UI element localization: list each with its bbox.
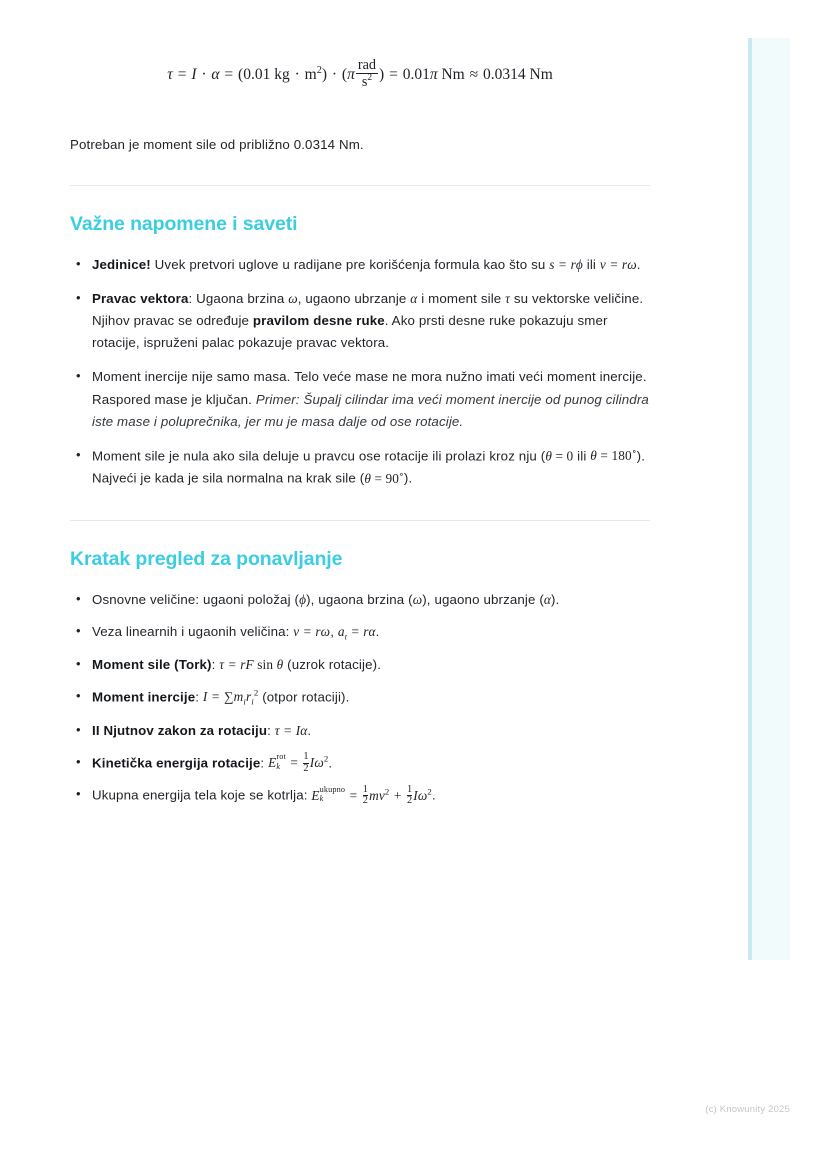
bullet-mid-text-jedinice: ili xyxy=(582,257,600,273)
summary-text-6a: : xyxy=(260,755,269,771)
list-item-osnovne-velicine xyxy=(70,589,650,611)
formula-denominator-unit: s xyxy=(361,73,368,90)
notes-list xyxy=(70,254,650,489)
formula-total-half-fraction-1 xyxy=(363,785,368,807)
formula-value-1: 0.01 xyxy=(402,66,430,84)
list-item-pravac-vektora xyxy=(70,288,650,354)
bullet-text-pravac-1: : Ugaona brzina xyxy=(188,291,289,307)
formula-tork-tau: τ xyxy=(219,656,225,672)
formula-rot-half-fraction xyxy=(303,752,308,774)
torque-display-formula xyxy=(70,0,650,90)
formula-v-r-omega: v = rω xyxy=(293,623,331,639)
formula-rot-eq: = xyxy=(286,755,302,771)
bullet-text-pravac-5: . Ako prsti desne ruke pokazuju smer rotacije, ispruženi palac pokazuje pravac vektora. xyxy=(92,313,608,351)
bullet-italic-primer: Primer: Šupalj cilindar ima veći moment inercije od punog cilindra iste mase i poluprečnika, jer mu je masa dalje od ose rotacije. xyxy=(92,391,649,429)
formula-torque-definition xyxy=(219,657,283,672)
symbol-alpha: α xyxy=(410,291,418,307)
summary-lead-kineticka: Kinetička energija rotacije xyxy=(92,755,261,771)
formula-at-rest: = rα xyxy=(347,623,376,639)
bullet-text-nula-3: ). Najveći je kada je sila normalna na krak sile ( xyxy=(92,448,646,486)
symbol-alpha-2: α xyxy=(543,591,552,607)
bullet-text-pravac-3: i moment sile xyxy=(417,291,506,307)
formula-total-v-exp: 2 xyxy=(384,786,390,797)
bullet-text-jedinice: Uvek pretvori uglove u radijane pre korišćenja formula kao što su xyxy=(150,257,550,273)
formula-total-I: I xyxy=(413,787,418,803)
formula-linear-velocity: v = rω xyxy=(599,257,637,273)
formula-total-rolling-energy xyxy=(311,783,432,807)
summary-lead-inercije: Moment inercije xyxy=(92,689,196,705)
formula-at-subscript: t xyxy=(344,631,348,642)
formula-open-paren-1: (0.01 kg xyxy=(238,66,290,84)
formula-total-eq: = xyxy=(346,787,361,803)
bullet-text-nula-4: ). xyxy=(403,470,413,486)
symbol-theta-1: θ xyxy=(545,448,553,464)
symbol-omega-2: ω xyxy=(412,591,423,607)
formula-I: I xyxy=(191,66,197,84)
formula-rot-E-scripts xyxy=(276,753,286,770)
formula-inertia-m: m xyxy=(233,689,244,705)
formula-newton-rotation xyxy=(275,723,308,738)
formula-open-paren-2: ( xyxy=(341,66,348,84)
list-item-moment-sile-tork xyxy=(70,654,650,676)
formula-inertia-m-sub: i xyxy=(243,697,246,708)
formula-alpha: α xyxy=(211,66,220,84)
formula-rot-E-sub: k xyxy=(276,761,281,771)
symbol-tau: τ xyxy=(505,291,511,307)
formula-total-omega-exp: 2 xyxy=(427,786,432,797)
list-item-ukupna-energija xyxy=(70,784,650,807)
formula-rot-omega-exp: 2 xyxy=(323,753,329,764)
bullet-text-nula-1: Moment sile je nula ako sila deluje u pravcu ose rotacije ili prolazi kroz nju ( xyxy=(92,448,546,464)
formula-total-v: v xyxy=(378,787,385,803)
formula-rot-I: I xyxy=(309,755,315,771)
formula-unit-2: Nm xyxy=(529,66,553,84)
formula-rot-E: E xyxy=(268,755,277,771)
formula-newton-rest: = Iα xyxy=(279,722,308,738)
summary-text-4a: : xyxy=(195,689,203,705)
formula-inertia-eq: = xyxy=(208,689,223,705)
formula-arc-length: s = rϕ xyxy=(549,257,583,273)
formula-newton-tau: τ xyxy=(274,722,280,738)
formula-total-half-num-2: 1 xyxy=(406,783,413,795)
formula-unit-1: Nm xyxy=(441,66,465,84)
document-content xyxy=(70,0,650,817)
formula-fraction-denominator xyxy=(356,73,378,90)
summary-text-1b: ), ugaona brzina ( xyxy=(306,591,413,607)
summary-text-5b: . xyxy=(307,722,312,738)
formula-total-half-fraction-2 xyxy=(407,785,412,807)
formula-tork-theta: θ xyxy=(276,656,284,672)
right-decorative-panel xyxy=(748,38,790,960)
formula-inertia-I: I xyxy=(202,689,208,705)
formula-at-r-alpha xyxy=(337,623,376,642)
degree-icon-90: ∘ xyxy=(399,469,404,481)
formula-tork-sin: sin xyxy=(257,656,274,672)
formula-fraction-numerator: rad xyxy=(357,57,377,73)
list-item-moment-inercije-note xyxy=(70,366,650,432)
symbol-theta-3: θ xyxy=(364,470,371,486)
formula-at-symbol: a xyxy=(337,623,345,639)
formula-eq-3: = xyxy=(389,66,398,84)
formula-total-half-den-1: 2 xyxy=(362,795,369,807)
summary-text-3b: (uzrok rotacije). xyxy=(283,656,382,672)
formula-theta-zero-rest: = 0 xyxy=(552,448,574,464)
list-item-jedinice xyxy=(70,254,650,276)
summary-list xyxy=(70,589,650,807)
list-item-njutnov-zakon xyxy=(70,720,650,742)
formula-total-plus: + xyxy=(390,787,405,803)
formula-total-half-num-1: 1 xyxy=(362,783,369,795)
bullet-lead-jedinice: Jedinice! xyxy=(92,257,151,273)
formula-theta-180 xyxy=(590,448,636,463)
summary-text-1d: ). xyxy=(551,591,560,607)
formula-inertia-r: r xyxy=(245,689,252,705)
degree-icon-180: ∘ xyxy=(631,446,637,458)
formula-rot-omega: ω xyxy=(314,755,324,771)
list-item-moment-sile-nula xyxy=(70,445,650,490)
summary-text-2b: , xyxy=(330,623,338,639)
formula-total-E-sub: k xyxy=(319,794,324,804)
symbol-omega: ω xyxy=(288,291,298,307)
bullet-tail-jedinice: . xyxy=(636,257,641,273)
formula-rot-half-den: 2 xyxy=(303,762,309,774)
formula-rot-half-num: 1 xyxy=(303,751,309,763)
formula-rotational-kinetic-energy xyxy=(268,751,329,774)
formula-total-half-den-2: 2 xyxy=(406,795,413,807)
formula-close-paren-1: ) xyxy=(321,66,327,84)
formula-dot-1: · xyxy=(201,66,207,84)
symbol-theta-2: θ xyxy=(590,448,597,464)
formula-theta-180-rest: = 180 xyxy=(596,448,632,464)
formula-tork-eq: = rF xyxy=(224,656,254,672)
divider-2 xyxy=(70,520,650,521)
formula-tau: τ xyxy=(167,66,173,84)
summary-text-4b: (otpor rotaciji). xyxy=(258,689,350,705)
formula-eq-1: = xyxy=(177,66,187,84)
sum-icon: ∑ xyxy=(224,689,234,705)
formula-pi-1: π xyxy=(347,66,355,84)
summary-text-7a: Ukupna energija tela koje se kotrlja: xyxy=(92,787,312,803)
formula-theta-90 xyxy=(364,471,404,486)
formula-theta-zero xyxy=(545,448,573,463)
formula-total-omega: ω xyxy=(417,787,428,803)
list-item-moment-inercije-def xyxy=(70,686,650,710)
result-paragraph: Potreban je moment sile od približno 0.0314 Nm. xyxy=(70,136,364,152)
summary-text-1a: Osnovne veličine: ugaoni položaj ( xyxy=(92,591,300,607)
bullet-bold-right-hand-rule: pravilom desne ruke xyxy=(252,313,385,329)
formula-inertia-r-sub: i xyxy=(251,697,254,708)
summary-text-3a: : xyxy=(211,656,220,672)
formula-approx: ≈ xyxy=(469,66,479,84)
summary-text-2a: Veza linearnih i ugaonih veličina: xyxy=(92,623,294,639)
formula-value-2: 0.0314 xyxy=(483,66,526,84)
formula-rad-per-s2-fraction xyxy=(356,58,378,90)
formula-moment-of-inertia xyxy=(202,687,259,708)
formula-dot-2: · xyxy=(294,66,300,84)
formula-total-E: E xyxy=(311,787,320,803)
formula-total-m: m xyxy=(369,787,379,803)
formula-pi-2: π xyxy=(429,66,438,84)
summary-text-7b: . xyxy=(431,787,436,803)
formula-total-E-sup: ukupno xyxy=(319,784,346,794)
section-heading-vazne-napomene: Važne napomene i saveti xyxy=(70,213,298,236)
footer-copyright: (c) Knowunity 2025 xyxy=(705,1104,790,1115)
summary-text-5a: : xyxy=(267,722,275,738)
right-panel-edge xyxy=(748,38,752,960)
summary-text-6b: . xyxy=(328,755,333,771)
bullet-lead-pravac: Pravac vektora xyxy=(92,291,189,307)
formula-total-E-scripts xyxy=(320,786,346,803)
summary-lead-njutnov: II Njutnov zakon za rotaciju xyxy=(92,722,268,738)
formula-dot-3: · xyxy=(331,66,338,84)
bullet-text-pravac-4: su vektorske veličine. Njihov pravac se određuje xyxy=(92,291,644,329)
formula-rot-E-sup: rot xyxy=(276,752,286,762)
formula-denominator-exponent: 2 xyxy=(367,72,373,83)
bullet-text-pravac-2: , ugaono ubrzanje xyxy=(297,291,411,307)
formula-inertia-r-sup: 2 xyxy=(253,687,259,698)
formula-eq-2: = xyxy=(224,66,234,84)
bullet-text-nula-2: ili xyxy=(573,448,591,464)
summary-text-1c: ), ugaono ubrzanje ( xyxy=(422,591,544,607)
summary-lead-tork: Moment sile (Tork) xyxy=(92,656,212,672)
formula-metre-exponent: 2 xyxy=(316,65,322,77)
section-heading-kratak-pregled: Kratak pregled za ponavljanje xyxy=(70,547,343,570)
summary-text-2c: . xyxy=(375,623,380,639)
formula-theta-90-rest: = 90 xyxy=(370,470,400,486)
formula-close-paren-2: ) xyxy=(379,66,385,84)
list-item-kineticka-energija xyxy=(70,752,650,775)
bullet-text-inercije: Moment inercije nije samo masa. Telo veće mase ne mora nužno imati veći moment inercije. Raspored mase je ključan. xyxy=(92,369,647,407)
list-item-veza-velicina xyxy=(70,621,650,644)
formula-metre: m xyxy=(304,66,317,84)
symbol-phi: ϕ xyxy=(299,591,307,607)
divider-1 xyxy=(70,185,650,186)
